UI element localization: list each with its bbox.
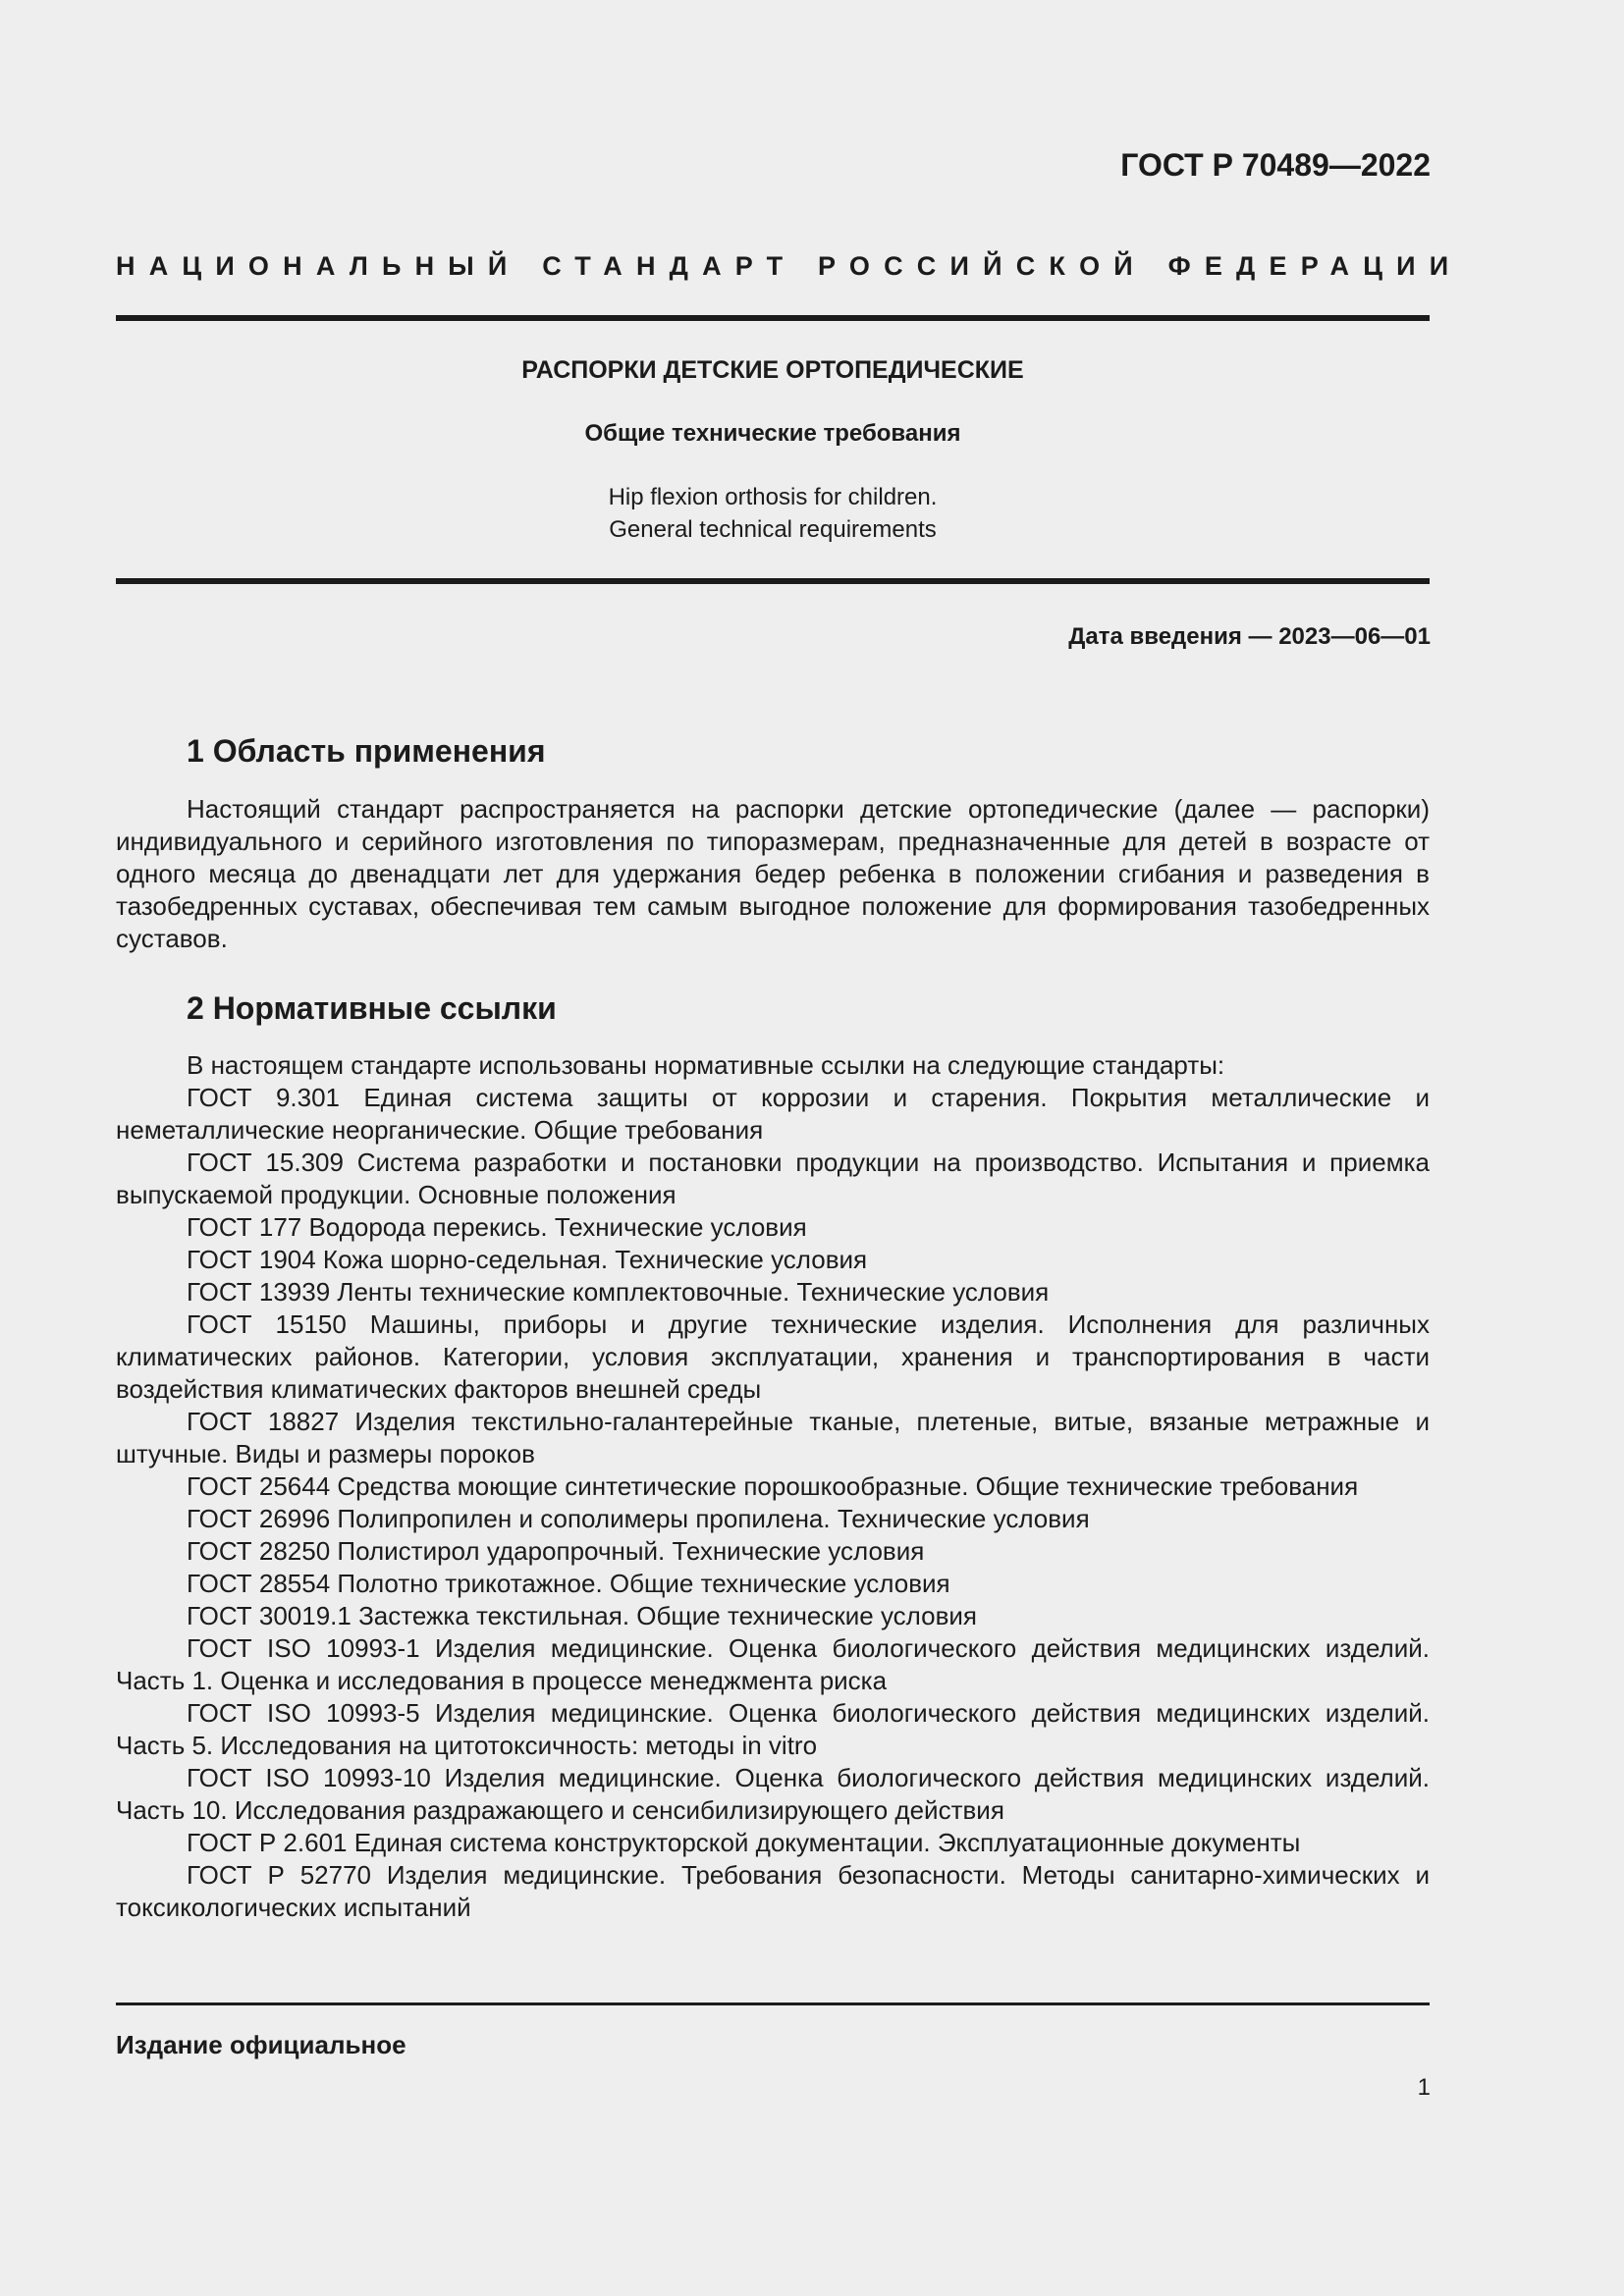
footer-rule	[116, 2002, 1430, 2005]
section-1-heading: 1 Область применения	[187, 733, 546, 769]
reference-item: ГОСТ 15.309 Система разработки и постановки продукции на производство. Испытания и приемка выпускаемой продукции. Основные положения	[116, 1148, 1430, 1209]
reference-item: ГОСТ ISO 10993-5 Изделия медицинские. Оценка биологического действия медицинских изделий. Часть 5. Исследования на цитотоксичность: методы in vitro	[116, 1698, 1430, 1760]
section-2-intro: В настоящем стандарте использованы нормативные ссылки на следующие стандарты:	[187, 1050, 1225, 1080]
section-1-paragraph: Настоящий стандарт распространяется на распорки детские ортопедические (далее — распорки) индивидуального и серийного изготовления по типоразмерам, предназначенные для детей в возрасте от одного месяца до двенадцати лет для удержания бедер ребенка в положении сгибания и разведения в тазобедренных суставах, обеспечивая тем самым выгодное положение для формирования тазобедренных суставов.	[116, 794, 1430, 953]
english-title-line-2: General technical requirements	[609, 516, 937, 543]
document-title: РАСПОРКИ ДЕТСКИЕ ОРТОПЕДИЧЕСКИЕ	[521, 356, 1024, 384]
reference-item: ГОСТ Р 52770 Изделия медицинские. Требования безопасности. Методы санитарно-химических и токсикологических испытаний	[116, 1860, 1430, 1922]
reference-item: ГОСТ 15150 Машины, приборы и другие технические изделия. Исполнения для различных климатических районов. Категории, условия эксплуатации, хранения и транспортирования в части воздействия климатических факторов внешней среды	[116, 1309, 1430, 1404]
section-2-body	[116, 1049, 1430, 1924]
document-subtitle: Общие технические требования	[584, 420, 961, 447]
reference-item: ГОСТ 9.301 Единая система защиты от коррозии и старения. Покрытия металлические и неметаллические неорганические. Общие требования	[116, 1083, 1430, 1145]
reference-item: ГОСТ 177 Водорода перекись. Технические условия	[187, 1212, 807, 1242]
reference-item: ГОСТ 28250 Полистирол ударопрочный. Технические условия	[187, 1536, 925, 1566]
reference-item: ГОСТ ISO 10993-10 Изделия медицинские. Оценка биологического действия медицинских изделий. Часть 10. Исследования раздражающего и сенсибилизирующего действия	[116, 1763, 1430, 1825]
reference-item: ГОСТ Р 2.601 Единая система конструкторской документации. Эксплуатационные документы	[187, 1828, 1301, 1857]
english-title-line-1: Hip flexion orthosis for children.	[608, 484, 938, 510]
section-1-body	[116, 793, 1430, 955]
reference-item: ГОСТ 28554 Полотно трикотажное. Общие технические условия	[187, 1569, 950, 1598]
reference-item: ГОСТ ISO 10993-1 Изделия медицинские. Оценка биологического действия медицинских изделий. Часть 1. Оценка и исследования в процессе менеджмента риска	[116, 1633, 1430, 1695]
top-rule	[116, 315, 1430, 321]
page-number: 1	[1417, 2074, 1431, 2101]
reference-item: ГОСТ 13939 Ленты технические комплектовочные. Технические условия	[187, 1277, 1050, 1307]
reference-item: ГОСТ 1904 Кожа шорно-седельная. Технические условия	[187, 1245, 868, 1274]
introduction-date: Дата введения — 2023—06—01	[1068, 623, 1431, 650]
edition-label: Издание официальное	[116, 2030, 406, 2059]
reference-item: ГОСТ 26996 Полипропилен и сополимеры пропилена. Технические условия	[187, 1504, 1090, 1533]
reference-item: ГОСТ 18827 Изделия текстильно-галантерейные тканые, плетеные, витые, вязаные метражные и штучные. Виды и размеры пороков	[116, 1407, 1430, 1468]
document-number: ГОСТ Р 70489—2022	[1120, 147, 1431, 183]
national-standard-banner: НАЦИОНАЛЬНЫЙ СТАНДАРТ РОССИЙСКОЙ ФЕДЕРАЦИИ	[116, 251, 1463, 281]
section-2-heading: 2 Нормативные ссылки	[187, 990, 557, 1026]
reference-item: ГОСТ 30019.1 Застежка текстильная. Общие технические условия	[187, 1601, 978, 1630]
title-bottom-rule	[116, 578, 1430, 584]
reference-item: ГОСТ 25644 Средства моющие синтетические порошкообразные. Общие технические требования	[187, 1471, 1359, 1501]
english-title	[116, 481, 1430, 546]
